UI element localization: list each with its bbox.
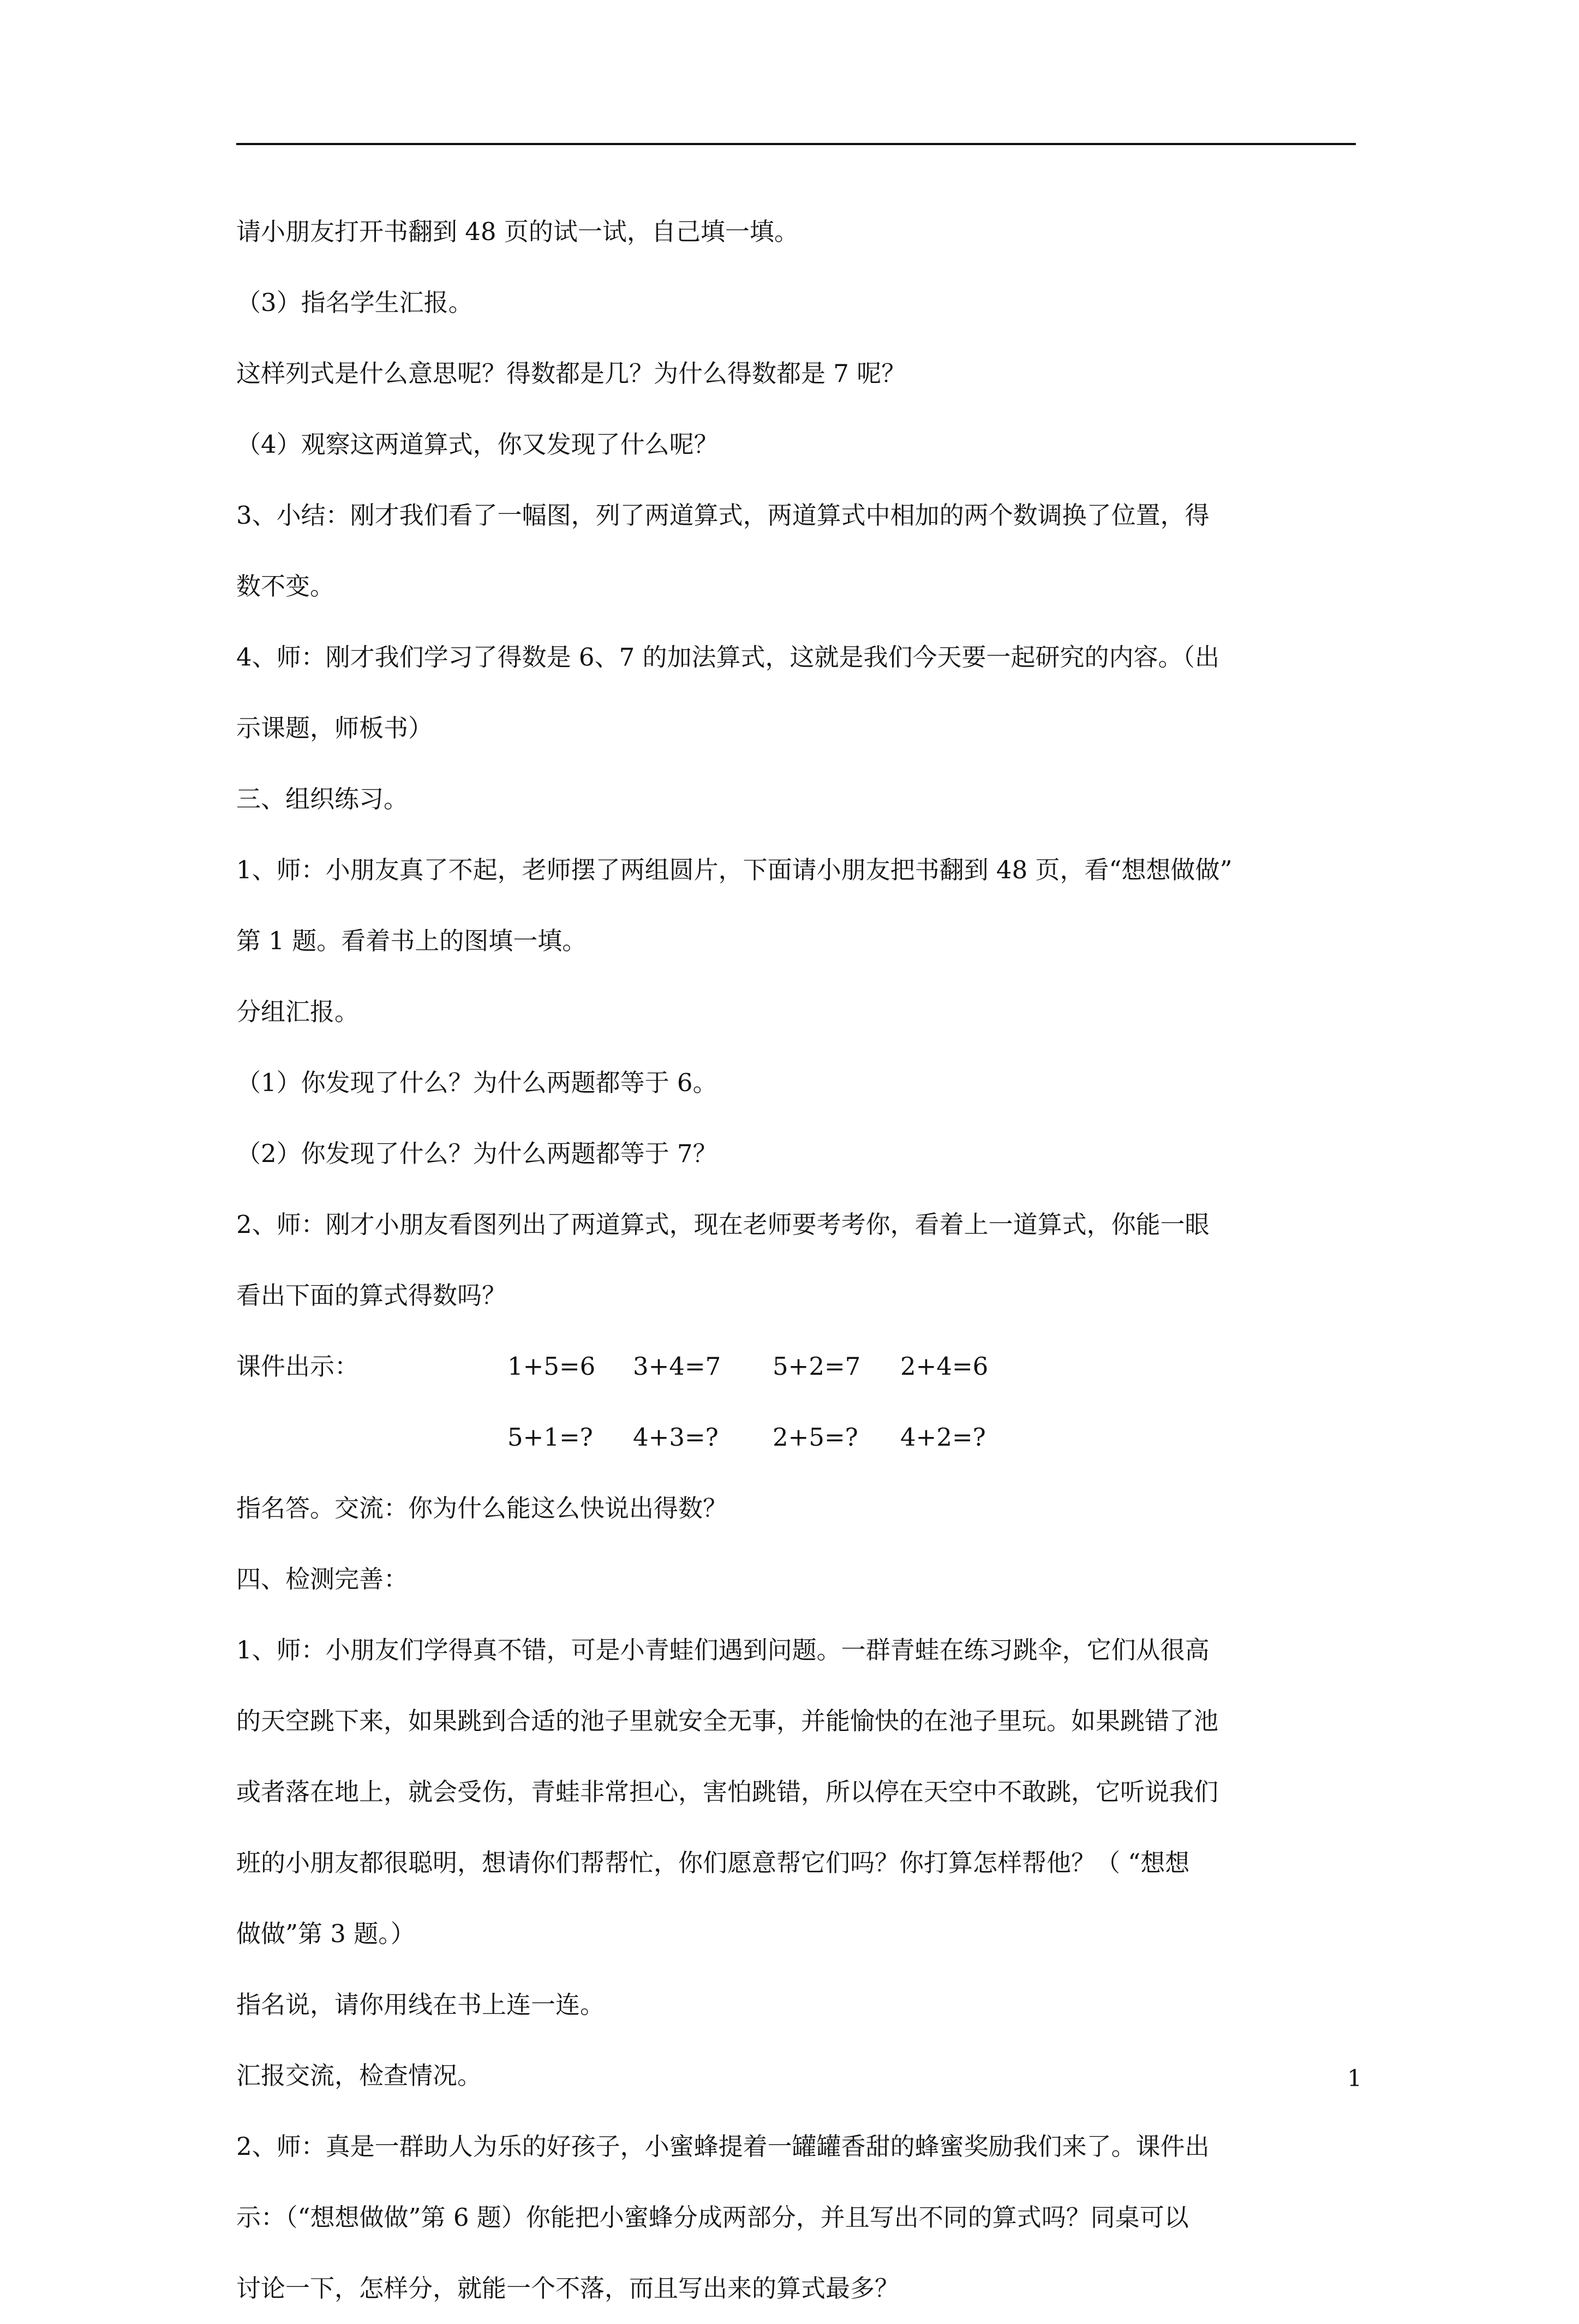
text-line: （2）你发现了什么？为什么两题都等于 7？ [236, 1139, 717, 1168]
formula: 4+3=? [633, 1423, 719, 1452]
text-line: 班的小朋友都很聪明，想请你们帮帮忙，你们愿意帮它们吗？你打算怎样帮他？（ “想想 [236, 1848, 1190, 1877]
text-line: 看出下面的算式得数吗？ [236, 1281, 507, 1310]
formula: 1+5=6 [507, 1352, 596, 1381]
header-rule [236, 143, 1356, 145]
text-line: 这样列式是什么意思呢？得数都是几？为什么得数都是 7 呢？ [236, 359, 906, 388]
text-line: 第 1 题。看着书上的图填一填。 [236, 926, 587, 955]
text-line: 的天空跳下来，如果跳到合适的池子里就安全无事，并能愉快的在池子里玩。如果跳错了池 [236, 1706, 1219, 1735]
body-text [236, 196, 1356, 2324]
text-line: 4、师：刚才我们学习了得数是 6、7 的加法算式，这就是我们今天要一起研究的内容。（出 [236, 643, 1220, 672]
text-line: 示课题，师板书） [236, 714, 433, 742]
courseware-row-1 [236, 1331, 1356, 1402]
formula: 4+2=? [900, 1423, 986, 1452]
page-number: 1 [1347, 2065, 1362, 2092]
text-line: 1、师：小朋友们学得真不错，可是小青蛙们遇到问题。一群青蛙在练习跳伞，它们从很高 [236, 1636, 1210, 1664]
text-line: （4）观察这两道算式，你又发现了什么呢？ [236, 430, 719, 459]
text-line: 讨论一下，怎样分，就能一个不落，而且写出来的算式最多？ [236, 2274, 900, 2303]
text-line: 数不变。 [236, 572, 335, 601]
text-line: 或者落在地上，就会受伤，青蛙非常担心，害怕跳错，所以停在天空中不敢跳，它听说我们 [236, 1777, 1219, 1806]
formula: 2+4=6 [900, 1352, 989, 1381]
courseware-label: 课件出示： [236, 1352, 360, 1381]
formula: 2+5=? [773, 1423, 858, 1452]
section-heading: 四、检测完善： [236, 1565, 409, 1594]
text-line: 分组汇报。 [236, 997, 360, 1026]
text-line: 请小朋友打开书翻到 48 页的试一试，自己填一填。 [236, 217, 799, 246]
text-line: 做做”第 3 题。） [236, 1919, 415, 1948]
text-line: 指名说，请你用线在书上连一连。 [236, 1990, 605, 2019]
text-line: 2、师：真是一群助人为乐的好孩子，小蜜蜂提着一罐罐香甜的蜂蜜奖励我们来了。课件出 [236, 2132, 1210, 2161]
formula: 5+2=7 [773, 1352, 861, 1381]
text-line: 1、师：小朋友真了不起，老师摆了两组圆片，下面请小朋友把书翻到 48 页，看“想想做做” [236, 855, 1233, 884]
text-line: （3）指名学生汇报。 [236, 288, 473, 317]
courseware-row-2 [236, 1402, 1356, 1473]
text-line: 指名答。交流：你为什么能这么快说出得数？ [236, 1494, 728, 1523]
formula: 5+1=? [507, 1423, 593, 1452]
text-line: 3、小结：刚才我们看了一幅图，列了两道算式，两道算式中相加的两个数调换了位置，得 [236, 501, 1210, 530]
text-line: 2、师：刚才小朋友看图列出了两道算式，现在老师要考考你，看着上一道算式，你能一眼 [236, 1210, 1210, 1239]
text-line: （1）你发现了什么？为什么两题都等于 6。 [236, 1068, 717, 1097]
text-line: 示：（“想想做做”第 6 题）你能把小蜜蜂分成两部分，并且写出不同的算式吗？同桌可以 [236, 2203, 1189, 2232]
section-heading: 三、组织练习。 [236, 784, 409, 813]
formula: 3+4=7 [633, 1352, 721, 1381]
text-line: 汇报交流，检查情况。 [236, 2061, 482, 2090]
